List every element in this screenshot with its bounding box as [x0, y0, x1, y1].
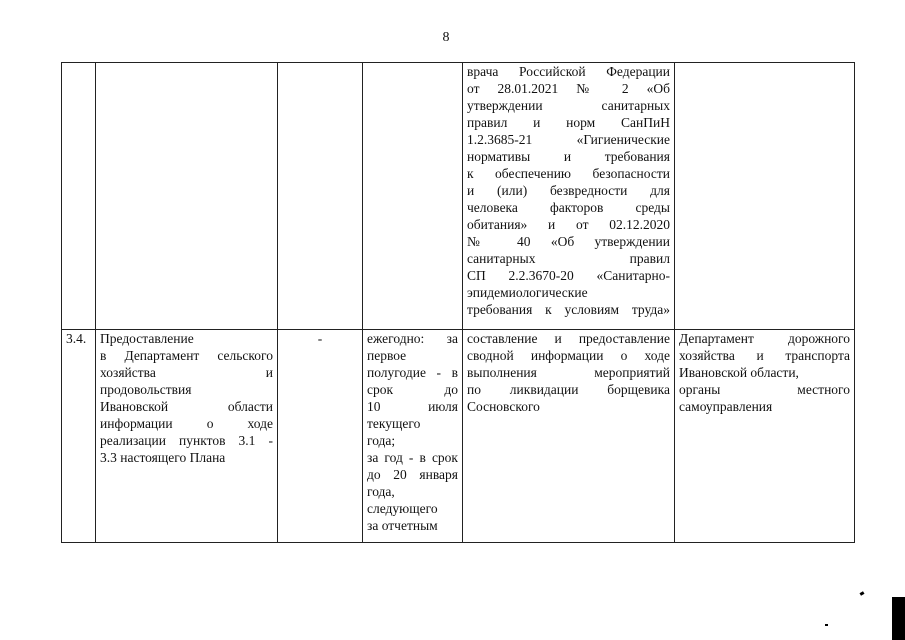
scan-edge-mark [892, 597, 905, 640]
deadline-line: года, [367, 484, 395, 499]
scan-speck [860, 591, 865, 596]
basis-line: врача Российской Федерации [467, 64, 670, 79]
responsible-line: Департамент дорожного [679, 331, 850, 346]
deadline-line: срок до [367, 382, 458, 397]
deadline-line: следующего [367, 501, 438, 516]
basis-line: СП 2.2.3670-20 «Санитарно- [467, 268, 670, 283]
cell-executor [278, 63, 363, 330]
plan-table [61, 62, 855, 543]
deadline-line: ежегодно: за [367, 331, 458, 346]
deadline-line: до 20 января [367, 467, 458, 482]
scan-speck [825, 624, 828, 626]
deadline-line: текущего [367, 416, 421, 431]
cell-deadline [363, 330, 463, 543]
responsible-line: хозяйства и транспорта [679, 348, 850, 363]
activity-line: реализации пунктов 3.1 - [100, 433, 273, 448]
responsible-line: самоуправления [679, 399, 773, 414]
deadline-line: за отчетным [367, 518, 438, 533]
activity-line: 3.3 настоящего Плана [100, 450, 226, 465]
cell-responsible [675, 330, 855, 543]
cell-responsible [675, 63, 855, 330]
cell-activity [96, 63, 278, 330]
cell-number [62, 330, 96, 543]
activity-line: Предоставление [100, 331, 194, 346]
deadline-line: года; [367, 433, 396, 448]
basis-line: правил и норм СанПиН [467, 115, 670, 130]
activity-line: хозяйства и [100, 365, 273, 380]
deadline-line: полугодие - в [367, 365, 458, 380]
cell-result [463, 330, 675, 543]
cell-basis [463, 63, 675, 330]
basis-line: к обеспечению безопасности [467, 166, 670, 181]
table-row-continuation [62, 63, 855, 330]
row-number: 3.4. [66, 331, 87, 346]
result-line: сводной информации о ходе [467, 348, 670, 363]
responsible-line: Ивановской области, [679, 365, 799, 380]
cell-activity [96, 330, 278, 543]
deadline-line: первое [367, 348, 407, 363]
executor-mark: - [317, 331, 323, 346]
basis-line: от 28.01.2021 № 2 «Об [467, 81, 670, 96]
basis-line: № 40 «Об утверждении [467, 234, 670, 249]
cell-number [62, 63, 96, 330]
basis-line: и (или) безвредности для [467, 183, 670, 198]
basis-line: человека факторов среды [467, 200, 670, 215]
deadline-line: за год - в срок [367, 450, 458, 465]
basis-line: санитарных правил [467, 251, 670, 266]
activity-line: информации о ходе [100, 416, 273, 431]
basis-line: эпидемиологические [467, 285, 588, 300]
table-row-3-4 [62, 330, 855, 543]
responsible-line: органы местного [679, 382, 850, 397]
basis-line: утверждении санитарных [467, 98, 670, 113]
activity-line: Ивановской области [100, 399, 273, 414]
basis-line: обитания» и от 02.12.2020 [467, 217, 670, 232]
result-line: по ликвидации борщевика [467, 382, 670, 397]
activity-line: в Департамент сельского [100, 348, 273, 363]
basis-line: 1.2.3685-21 «Гигиенические [467, 132, 670, 147]
result-line: составление и предоставление [467, 331, 670, 346]
basis-line: нормативы и требования [467, 149, 670, 164]
cell-executor [278, 330, 363, 543]
result-line: выполнения мероприятий [467, 365, 670, 380]
cell-deadline [363, 63, 463, 330]
activity-line: продовольствия [100, 382, 192, 397]
result-line: Сосновского [467, 399, 540, 414]
page-number: 8 [442, 30, 450, 45]
deadline-line: 10 июля [367, 399, 458, 414]
basis-line: требования к условиям труда» [467, 302, 670, 317]
